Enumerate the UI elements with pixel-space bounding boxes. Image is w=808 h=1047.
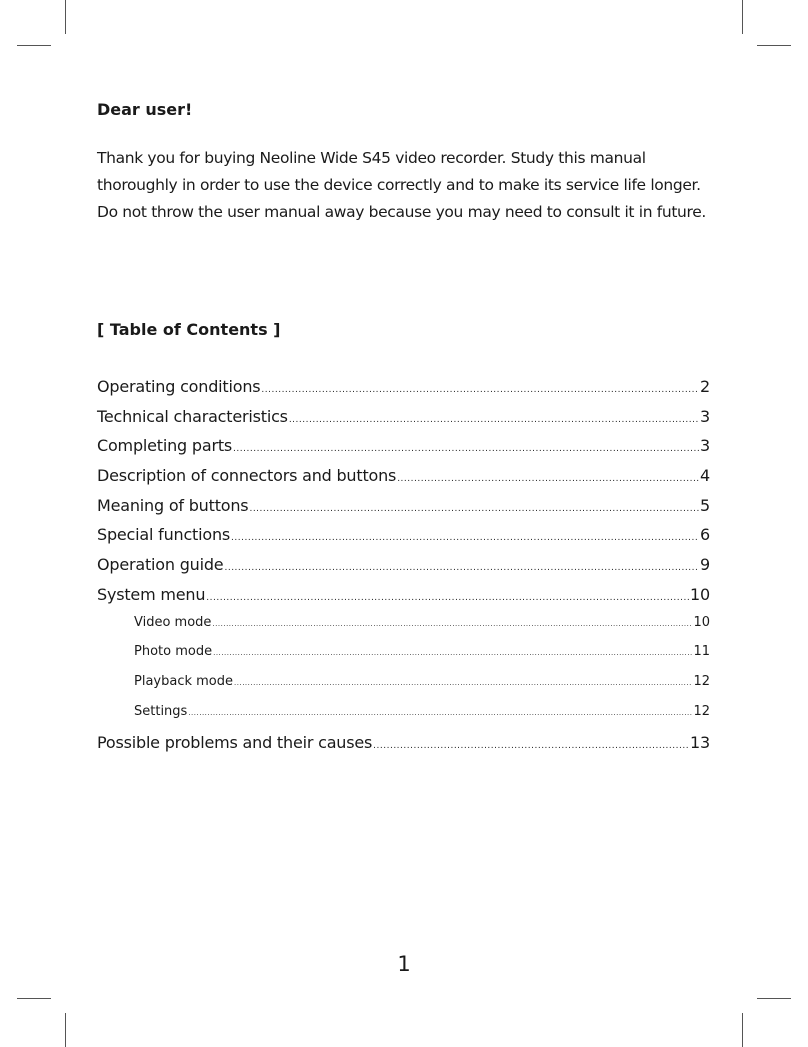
toc-entry-title: Possible problems and their causes [97, 733, 373, 753]
toc-entry-system-menu [97, 585, 710, 615]
toc-entry-title: Settings [134, 703, 188, 719]
toc-entry-title: Video mode [134, 614, 212, 630]
toc-dot-leader [188, 709, 692, 717]
toc-entry-title: Playback mode [134, 673, 234, 689]
intro-line-3: Do not throw the user manual away because you may need to consult it in future. [97, 203, 706, 221]
crop-mark-bottom-left-vertical [65, 1013, 66, 1047]
toc-entry-operation-guide [97, 555, 710, 585]
toc-entry-page: 10 [690, 584, 710, 604]
toc-dot-leader [212, 620, 692, 628]
toc-dot-leader [233, 444, 699, 454]
toc-entry-meaning-of-buttons [97, 496, 710, 526]
toc-subentry-photo-mode [97, 644, 710, 674]
toc-entry-title: Operation guide [97, 555, 224, 575]
toc-entry-page: 3 [700, 406, 710, 426]
intro-paragraph [97, 145, 717, 226]
toc-entry-page: 9 [700, 555, 710, 575]
toc-entry-title: Operating conditions [97, 377, 261, 396]
toc-dot-leader [231, 533, 699, 543]
toc-subentry-settings [97, 704, 710, 734]
toc-entry-title: System menu [97, 584, 206, 604]
toc-dot-leader [234, 679, 692, 687]
crop-mark-top-right-horizontal [757, 45, 791, 46]
toc-dot-leader [289, 415, 699, 425]
greeting: Dear user! [97, 100, 193, 119]
crop-mark-top-right-vertical [742, 0, 743, 34]
toc-heading: [ Table of Contents ] [97, 320, 281, 339]
toc-subentry-playback-mode [97, 674, 710, 704]
toc-entry-title: Photo mode [134, 644, 213, 660]
toc-entry-title: Completing parts [97, 436, 233, 456]
crop-mark-bottom-left-horizontal [17, 998, 51, 999]
toc-entry-page: 5 [700, 495, 710, 515]
crop-mark-top-left-horizontal [17, 45, 51, 46]
toc-entry-title: Description of connectors and buttons [97, 466, 397, 486]
toc-entry-page: 6 [700, 525, 710, 545]
crop-mark-bottom-right-horizontal [757, 998, 791, 999]
toc-entry-title: Meaning of buttons [97, 495, 249, 515]
toc-dot-leader [213, 649, 692, 657]
toc-entry-page: 11 [693, 644, 710, 660]
toc-dot-leader [261, 385, 699, 395]
toc-entry-possible-problems [97, 733, 710, 763]
toc-entry-completing-parts [97, 436, 710, 466]
toc-entry-connectors-and-buttons [97, 466, 710, 496]
toc-entry-title: Special functions [97, 525, 231, 545]
toc-dot-leader [224, 563, 699, 573]
page-number: 1 [397, 952, 411, 976]
toc-entry-page: 12 [693, 673, 710, 689]
table-of-contents [97, 377, 710, 763]
toc-dot-leader [249, 504, 699, 514]
toc-entry-page: 3 [700, 436, 710, 456]
toc-dot-leader [206, 593, 689, 603]
toc-entry-page: 10 [693, 614, 710, 630]
toc-entry-page: 2 [700, 377, 710, 396]
toc-entry-page: 13 [690, 733, 710, 753]
intro-line-2: thoroughly in order to use the device correctly and to make its service life longer. [97, 176, 701, 194]
toc-entry-page: 4 [700, 466, 710, 486]
toc-dot-leader [373, 741, 689, 751]
toc-entry-title: Technical characteristics [97, 406, 288, 426]
toc-entry-page: 12 [693, 703, 710, 719]
toc-entry-operating-conditions [97, 377, 710, 407]
crop-mark-bottom-right-vertical [742, 1013, 743, 1047]
toc-entry-technical-characteristics [97, 407, 710, 437]
toc-entry-special-functions [97, 525, 710, 555]
intro-line-1: Thank you for buying Neoline Wide S45 video recorder. Study this manual [97, 149, 646, 167]
toc-subentry-video-mode [97, 615, 710, 645]
toc-dot-leader [397, 474, 699, 484]
crop-mark-top-left-vertical [65, 0, 66, 34]
